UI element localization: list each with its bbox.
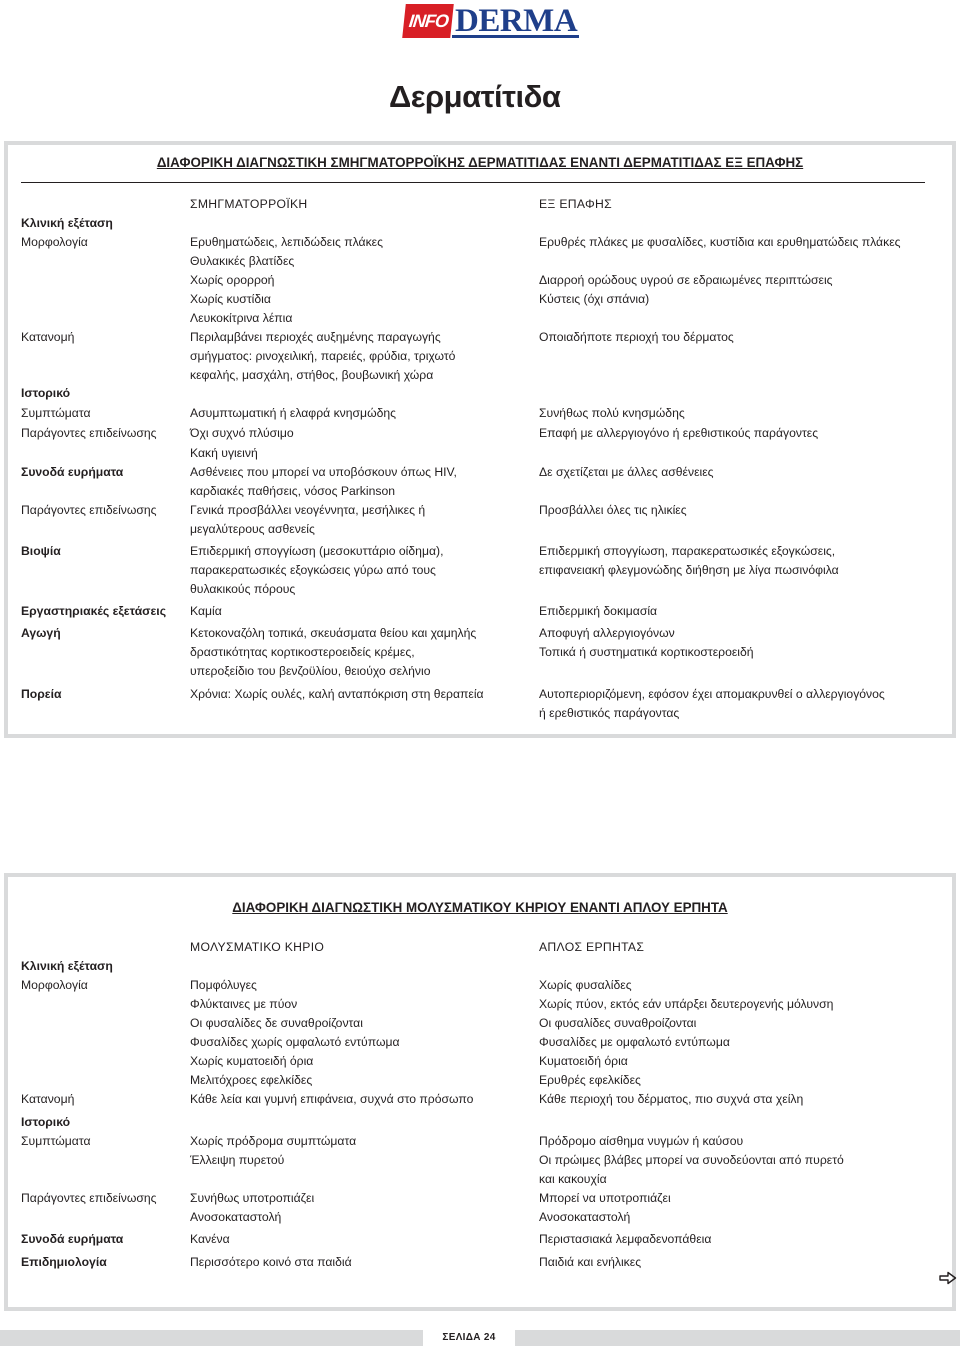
- cell-left: Χωρίς πρόδρομα συμπτώματα: [190, 1134, 357, 1148]
- cell-left: δραστικότητας κορτικοστεροειδείς κρέμες,: [190, 645, 415, 659]
- cell-left: κεφαλής, μασχάλη, στήθος, βουβωνική χώρα: [190, 368, 434, 382]
- cell-right: και κακουχία: [539, 1172, 607, 1186]
- cell-right: επιφανειακή φλεγμονώδης διήθηση με λίγα πωσινόφιλα: [539, 563, 839, 577]
- cell-left: Χωρίς ορορροή: [190, 273, 275, 287]
- cell-right: Τοπικά ή συστηματικά κορτικοστεροειδή: [539, 645, 754, 659]
- table-row: [21, 309, 946, 328]
- table-row: [21, 252, 946, 271]
- row-label: Βιοψία: [21, 544, 61, 558]
- row-label: Συμπτώματα: [21, 1134, 91, 1148]
- row-label: Μορφολογία: [21, 978, 88, 992]
- row-label: Παράγοντες επιδείνωσης: [21, 1191, 157, 1205]
- table-row: [21, 214, 946, 233]
- table-panel-impetigo-vs-herpes: [4, 873, 956, 1311]
- brand-logo: [404, 4, 579, 38]
- row-label: Κλινική εξέταση: [21, 216, 113, 230]
- cell-left: Συνήθως υποτροπιάζει: [190, 1191, 315, 1205]
- cell-right: Παιδιά και ενήλικες: [539, 1255, 642, 1269]
- table-row: [21, 1090, 946, 1109]
- page-number: ΣΕΛΙΔΑ 24: [423, 1330, 515, 1346]
- cell-left: υπεροξείδιο του βενζοϋλίου, θειούχο σελήνιο: [190, 664, 431, 678]
- cell-left: Χωρίς κυστίδια: [190, 292, 271, 306]
- cell-left: Μελιτόχροες εφελκίδες: [190, 1073, 313, 1087]
- table-row: [21, 328, 946, 347]
- table-row: [21, 580, 946, 599]
- brand-name: DERMA: [452, 4, 579, 38]
- row-label: Συμπτώματα: [21, 406, 91, 420]
- row-label: Αγωγή: [21, 626, 61, 640]
- cell-left: Χρόνια: Χωρίς ουλές, καλή ανταπόκριση στη θεραπεία: [190, 687, 484, 701]
- table-row: [21, 290, 946, 309]
- cell-left: καρδιακές παθήσεις, νόσος Parkinson: [190, 484, 396, 498]
- table-row: [21, 520, 946, 539]
- cell-right: Ανοσοκαταστολή: [539, 1210, 631, 1224]
- column-header: ΑΠΛΟΣ ΕΡΠΗΤΑΣ: [539, 940, 645, 954]
- cell-right: Δε σχετίζεται με άλλες ασθένειες: [539, 465, 714, 479]
- table-row: [21, 347, 946, 366]
- cell-right: Συνήθως πολύ κνησμώδης: [539, 406, 685, 420]
- cell-left: Όχι συχνό πλύσιμο: [190, 426, 294, 440]
- brand-info: INFO: [402, 4, 454, 38]
- row-label: Μορφολογία: [21, 235, 88, 249]
- cell-left: Φυσαλίδες χωρίς ομφαλωτό εντύπωμα: [190, 1035, 400, 1049]
- table-row: [21, 463, 946, 482]
- table-row: [21, 561, 946, 580]
- row-label: Παράγοντες επιδείνωσης: [21, 503, 157, 517]
- cell-right: Αποφυγή αλλεργιογόνων: [539, 626, 675, 640]
- cell-right: Ερυθρές εφελκίδες: [539, 1073, 641, 1087]
- table-row: [21, 1253, 946, 1272]
- table-row: [21, 366, 946, 385]
- row-label: Κατανομή: [21, 330, 75, 344]
- row-label: Επιδημιολογία: [21, 1255, 107, 1269]
- cell-right: Περιστασιακά λεμφαδενοπάθεια: [539, 1232, 712, 1246]
- cell-right: Φυσαλίδες με ομφαλωτό εντύπωμα: [539, 1035, 730, 1049]
- cell-left: Έλλειψη πυρετού: [190, 1153, 285, 1167]
- cell-left: Οι φυσαλίδες δε συναθροίζονται: [190, 1016, 363, 1030]
- cell-left: Κάθε λεία και γυμνή επιφάνεια, συχνά στο πρόσωπο: [190, 1092, 474, 1106]
- row-label: Κλινική εξέταση: [21, 959, 113, 973]
- cell-left: Λευκοκίτρινα λέπια: [190, 311, 293, 325]
- row-label: Ιστορικό: [21, 386, 71, 400]
- cell-left: Κανένα: [190, 1232, 230, 1246]
- row-label: Εργαστηριακές εξετάσεις: [21, 604, 167, 618]
- cell-right: Οποιαδήποτε περιοχή του δέρματος: [539, 330, 734, 344]
- cell-left: Κετοκοναζόλη τοπικά, σκευάσματα θείου και χαμηλής: [190, 626, 477, 640]
- cell-right: Ερυθρές πλάκες με φυσαλίδες, κυστίδια και ερυθηματώδεις πλάκες: [539, 235, 901, 249]
- table-panel-seborrheic-vs-contact: [4, 141, 956, 738]
- cell-left: σμήγματος: ρινοχειλική, παρειές, φρύδια, τριχωτό: [190, 349, 456, 363]
- cell-right: Προσβάλλει όλες τις ηλικίες: [539, 503, 687, 517]
- cell-left: Περισσότερο κοινό στα παιδιά: [190, 1255, 352, 1269]
- table-row: [21, 1170, 946, 1189]
- cell-right: Κυματοειδή όρια: [539, 1054, 628, 1068]
- row-label: Κατανομή: [21, 1092, 75, 1106]
- cell-left: Χωρίς κυματοειδή όρια: [190, 1054, 314, 1068]
- cell-right: Οι πρώιμες βλάβες μπορεί να συνοδεύονται από πυρετό: [539, 1153, 844, 1167]
- divider: [21, 182, 925, 183]
- cell-right: Αυτοπεριοριζόμενη, εφόσον έχει απομακρυνθεί ο αλλεργιογόνος: [539, 687, 885, 701]
- cell-left: Ερυθηματώδεις, λεπιδώδεις πλάκες: [190, 235, 383, 249]
- table-row: [21, 1208, 946, 1227]
- table-row: [21, 1014, 946, 1033]
- table-row: [21, 271, 946, 290]
- forward-arrow-icon[interactable]: [939, 1271, 957, 1285]
- row-label: Συνοδά ευρήματα: [21, 1232, 124, 1246]
- table-row: [21, 501, 946, 520]
- table-row: [21, 662, 946, 681]
- cell-right: Οι φυσαλίδες συναθροίζονται: [539, 1016, 697, 1030]
- table-row: [21, 602, 946, 621]
- column-header: ΣΜΗΓΜΑΤΟΡΡΟΪΚΗ: [190, 197, 308, 211]
- table-row: [21, 704, 946, 723]
- table-row: [21, 1113, 946, 1132]
- cell-left: Πομφόλυγες: [190, 978, 257, 992]
- cell-left: Φλύκταινες με πύον: [190, 997, 298, 1011]
- row-label: Πορεία: [21, 687, 62, 701]
- table-row: [21, 1071, 946, 1090]
- cell-left: παρακερατωσικές εξογκώσεις γύρω από τους: [190, 563, 436, 577]
- row-label: Ιστορικό: [21, 1115, 71, 1129]
- cell-right: Κύστεις (όχι σπάνια): [539, 292, 650, 306]
- cell-left: Καμία: [190, 604, 222, 618]
- section-title: ΔΙΑΦΟΡΙΚΗ ΔΙΑΓΝΩΣΤΙΚΗ ΜΟΛΥΣΜΑΤΙΚΟΥ ΚΗΡΙΟΥ ΕΝΑΝΤΙ ΑΠΛΟΥ ΕΡΠΗΤΑ: [232, 900, 728, 915]
- cell-left: Κακή υγιεινή: [190, 446, 258, 460]
- cell-left: Ασθένειες που μπορεί να υποβόσκουν όπως HIV,: [190, 465, 457, 479]
- cell-right: Διαρροή ορώδους υγρού σε εδραιωμένες περιπτώσεις: [539, 273, 833, 287]
- cell-right: Επιδερμική σπογγίωση, παρακερατωσικές εξογκώσεις,: [539, 544, 836, 558]
- cell-right: Επιδερμική δοκιμασία: [539, 604, 658, 618]
- section-title: ΔΙΑΦΟΡΙΚΗ ΔΙΑΓΝΩΣΤΙΚΗ ΣΜΗΓΜΑΤΟΡΡΟΪΚΗΣ ΔΕΡΜΑΤΙΤΙΔΑΣ ΕΝΑΝΤΙ ΔΕΡΜΑΤΙΤΙΔΑΣ ΕΞ ΕΠΑΦΗΣ: [156, 155, 804, 170]
- table-row: [21, 444, 946, 463]
- table-row: [21, 643, 946, 662]
- table-row: [21, 233, 946, 252]
- row-label: Παράγοντες επιδείνωσης: [21, 426, 157, 440]
- cell-left: μεγαλύτερους ασθενείς: [190, 522, 315, 536]
- table-row: [21, 424, 946, 443]
- page-title: Δερματίτιδα: [389, 79, 561, 114]
- table-row: [21, 1151, 946, 1170]
- column-header: ΕΞ ΕΠΑΦΗΣ: [539, 197, 612, 211]
- table-row: [21, 384, 946, 403]
- cell-right: Χωρίς φυσαλίδες: [539, 978, 632, 992]
- cell-left: Περιλαμβάνει περιοχές αυξημένης παραγωγής: [190, 330, 441, 344]
- cell-left: θυλακικούς πόρους: [190, 582, 296, 596]
- cell-left: Επιδερμική σπογγίωση (μεσοκυττάριο οίδημα),: [190, 544, 444, 558]
- column-headers: [21, 938, 946, 957]
- cell-left: Θυλακικές βλατίδες: [190, 254, 295, 268]
- row-label: Συνοδά ευρήματα: [21, 465, 124, 479]
- cell-left: Ανοσοκαταστολή: [190, 1210, 282, 1224]
- cell-right: Μπορεί να υποτροπιάζει: [539, 1191, 671, 1205]
- table-row: [21, 624, 946, 643]
- table-row: [21, 957, 946, 976]
- cell-left: Ασυμπτωματική ή ελαφρά κνησμώδης: [190, 406, 397, 420]
- table-row: [21, 1132, 946, 1151]
- table-row: [21, 995, 946, 1014]
- column-headers: [21, 195, 946, 214]
- cell-right: Πρόδρομο αίσθημα νυγμών ή καύσου: [539, 1134, 744, 1148]
- table-row: [21, 404, 946, 423]
- table-row: [21, 1230, 946, 1249]
- cell-right: Χωρίς πύον, εκτός εάν υπάρξει δευτερογενής μόλυνση: [539, 997, 834, 1011]
- table-row: [21, 1189, 946, 1208]
- cell-left: Γενικά προσβάλλει νεογέννητα, μεσήλικες ή: [190, 503, 426, 517]
- table-row: [21, 482, 946, 501]
- cell-right: Επαφή με αλλεργιογόνο ή ερεθιστικούς παράγοντες: [539, 426, 819, 440]
- cell-right: Κάθε περιοχή του δέρματος, πιο συχνά στα χείλη: [539, 1092, 804, 1106]
- table-row: [21, 542, 946, 561]
- table-row: [21, 1052, 946, 1071]
- table-row: [21, 976, 946, 995]
- table-row: [21, 1033, 946, 1052]
- column-header: ΜΟΛΥΣΜΑΤΙΚΟ ΚΗΡΙΟ: [190, 940, 325, 954]
- cell-right: ή ερεθιστικός παράγοντας: [539, 706, 680, 720]
- table-row: [21, 685, 946, 704]
